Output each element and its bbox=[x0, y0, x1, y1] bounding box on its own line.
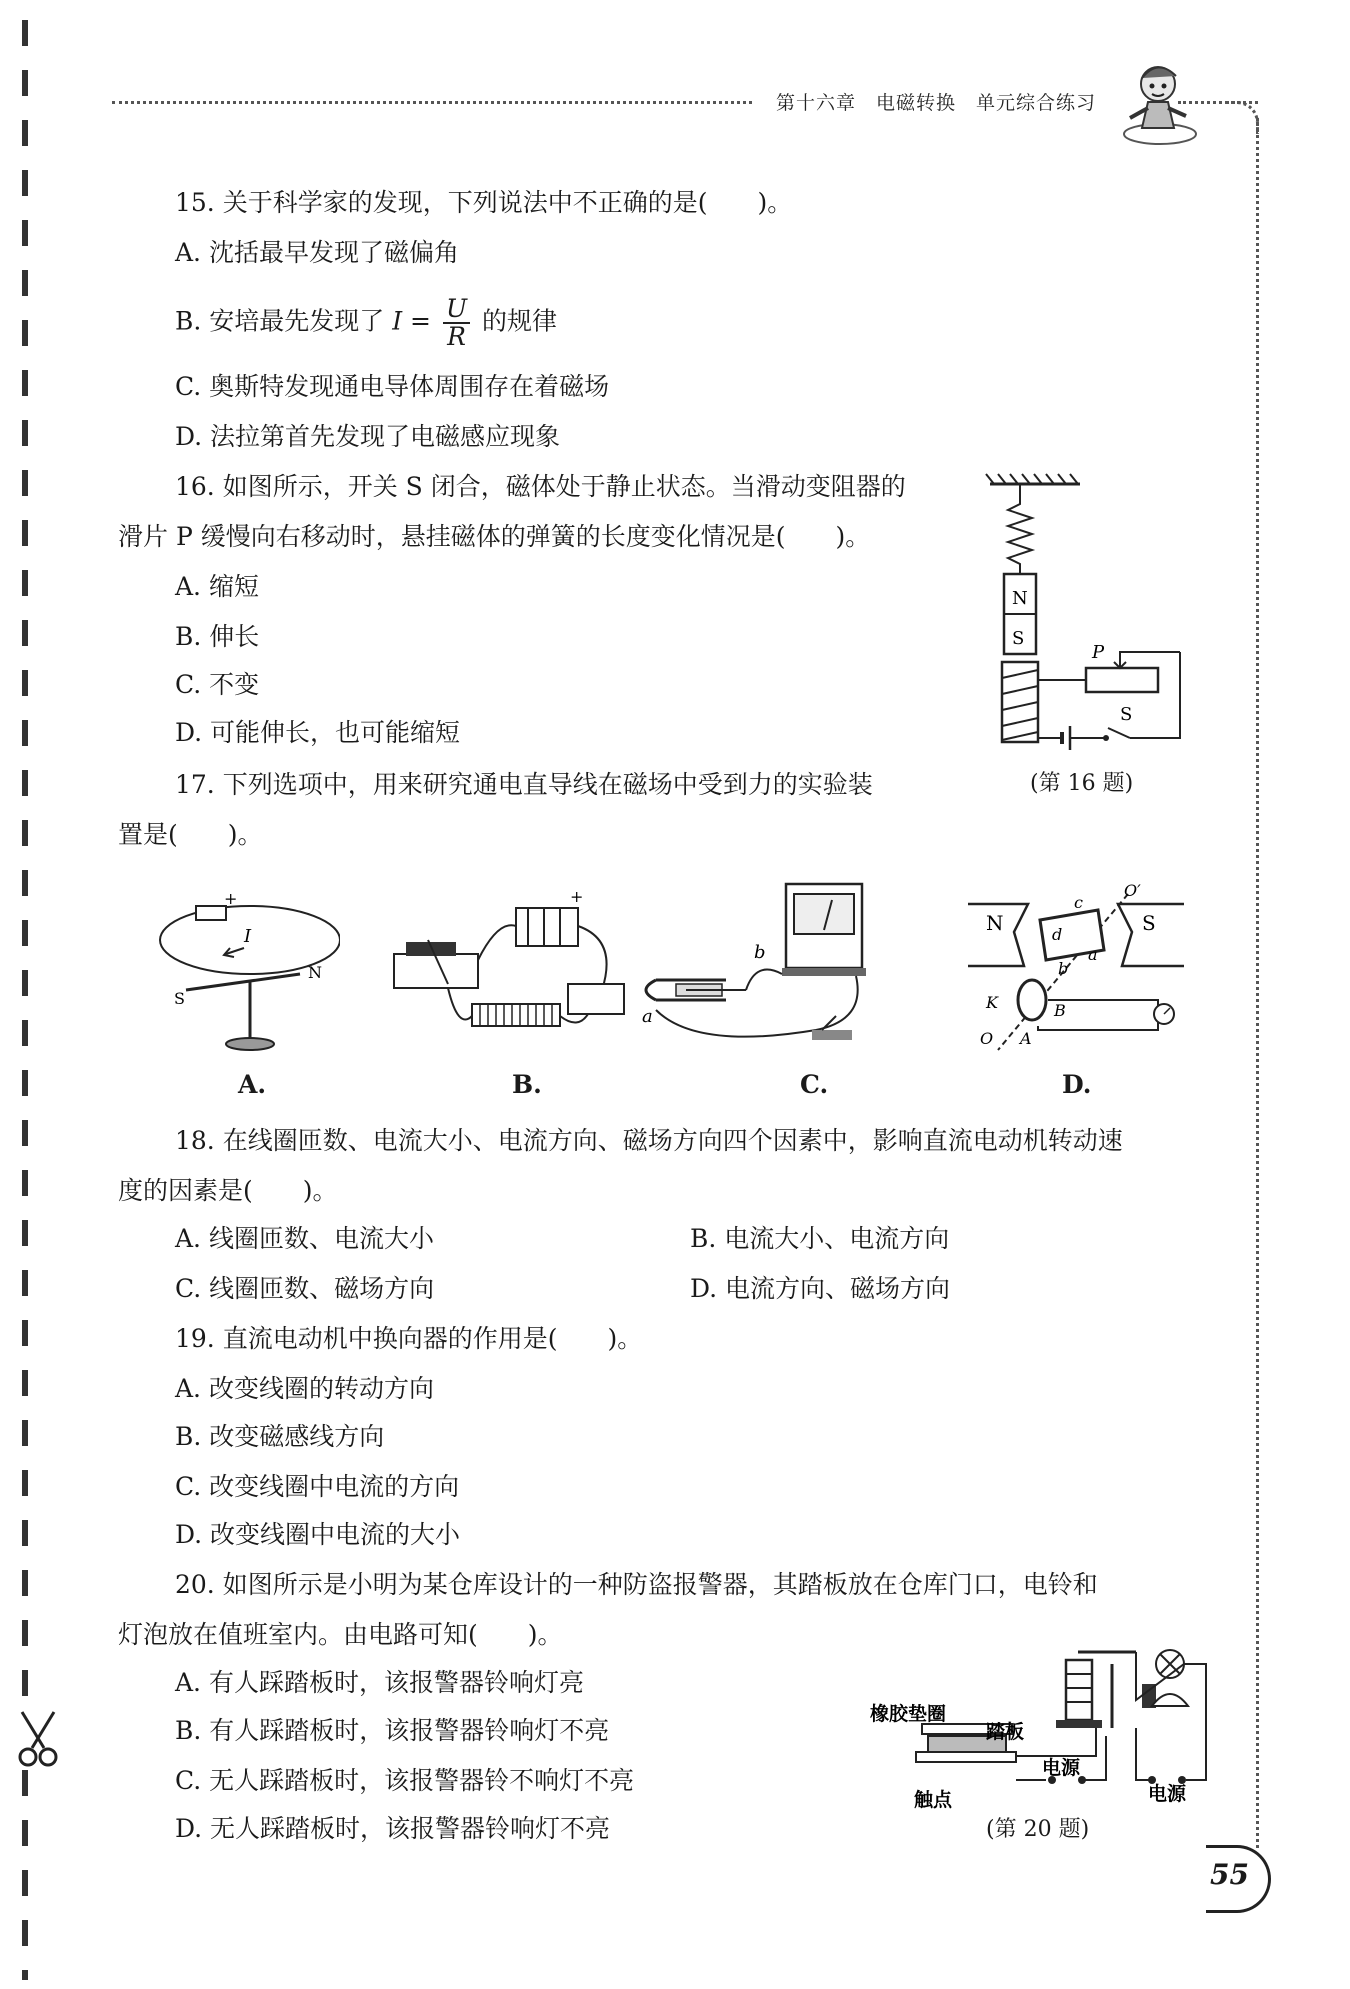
q20-power2-label: 电源 bbox=[1148, 1783, 1187, 1805]
q15-option-b bbox=[175, 296, 557, 350]
q16-magnet-n: N bbox=[1012, 588, 1028, 609]
q17-c-a: a bbox=[642, 1006, 653, 1027]
q17-stem-line1: 17. 下列选项中，用来研究通电直导线在磁场中受到力的实验装 bbox=[175, 770, 873, 799]
q18-option-c: C. 线圈匝数、磁场方向 bbox=[175, 1274, 435, 1303]
q15-option-a: A. 沈括最早发现了磁偏角 bbox=[175, 238, 459, 267]
q17-d-b: b bbox=[1058, 959, 1069, 978]
q20-caption: (第 20 题) bbox=[986, 1817, 1090, 1842]
cut-line bbox=[22, 20, 28, 1980]
q17-d-brush-b: B bbox=[1054, 1001, 1066, 1020]
q17-d-brush-a: A bbox=[1020, 1029, 1032, 1048]
q17-a-s: S bbox=[174, 989, 185, 1008]
q15-stem: 15. 关于科学家的发现，下列说法中不正确的是( )。 bbox=[175, 188, 793, 217]
q20-stem-line1: 20. 如图所示是小明为某仓库设计的一种防盗报警器，其踏板放在仓库门口，电铃和 bbox=[175, 1570, 1098, 1599]
q15-b-denominator: R bbox=[447, 322, 466, 351]
q16-option-d: D. 可能伸长，也可能缩短 bbox=[175, 718, 461, 747]
chapter-header: 第十六章 电磁转换 单元综合练习 bbox=[776, 92, 1097, 114]
q17-figure-c bbox=[636, 870, 886, 1060]
q17-option-d-label: D. bbox=[1062, 1070, 1092, 1099]
q17-figure-a bbox=[150, 890, 340, 1070]
q17-d-d: d bbox=[1052, 925, 1063, 944]
q20-pedal-label: 踏板 bbox=[986, 1721, 1025, 1743]
q20-contact-label: 触点 bbox=[914, 1789, 953, 1811]
q17-c-b: b bbox=[754, 942, 766, 963]
q18-stem-line2: 度的因素是( )。 bbox=[118, 1176, 338, 1205]
q18-option-b: B. 电流大小、电流方向 bbox=[690, 1224, 950, 1253]
q20-stem-line2: 灯泡放在值班室内。由电路可知( )。 bbox=[118, 1620, 563, 1649]
q15-option-d: D. 法拉第首先发现了电磁感应现象 bbox=[175, 422, 561, 451]
q20-option-d: D. 无人踩踏板时，该报警器铃响灯不亮 bbox=[175, 1814, 611, 1843]
q15-b-fraction bbox=[443, 296, 470, 350]
q16-circuit-figure bbox=[980, 470, 1210, 760]
q18-option-a: A. 线圈匝数、电流大小 bbox=[175, 1224, 434, 1253]
q17-a-n: N bbox=[308, 963, 322, 982]
q17-d-s: S bbox=[1142, 911, 1156, 935]
q17-d-a: a bbox=[1088, 945, 1098, 964]
q17-d-o: O bbox=[980, 1029, 994, 1048]
header-divider bbox=[112, 101, 752, 104]
q15-b-numerator: U bbox=[443, 296, 470, 324]
q16-stem-line2: 滑片 P 缓慢向右移动时，悬挂磁体的弹簧的长度变化情况是( )。 bbox=[118, 522, 871, 551]
q20-option-a: A. 有人踩踏板时，该报警器铃响灯亮 bbox=[175, 1668, 584, 1697]
q17-a-plus: + bbox=[224, 890, 238, 908]
q17-figure-b bbox=[388, 880, 638, 1050]
q16-magnet-s: S bbox=[1012, 628, 1025, 649]
border-corner bbox=[1226, 101, 1259, 134]
q17-figure-d bbox=[958, 880, 1188, 1060]
q20-power1-label: 电源 bbox=[1042, 1757, 1081, 1779]
q17-option-c-label: C. bbox=[800, 1070, 829, 1099]
q15-b-formula-lhs: I = bbox=[392, 306, 432, 336]
q16-option-a: A. 缩短 bbox=[175, 572, 259, 601]
q15-b-suffix: 的规律 bbox=[482, 306, 558, 336]
q18-stem-line1: 18. 在线圈匝数、电流大小、电流方向、磁场方向四个因素中，影响直流电动机转动速 bbox=[175, 1126, 1123, 1155]
right-border bbox=[1256, 118, 1259, 1848]
q19-option-b: B. 改变磁感线方向 bbox=[175, 1422, 385, 1451]
q16-option-c: C. 不变 bbox=[175, 670, 260, 699]
q17-d-k: K bbox=[986, 993, 998, 1012]
q17-option-a-label: A. bbox=[238, 1070, 267, 1099]
q16-stem-line1: 16. 如图所示，开关 S 闭合，磁体处于静止状态。当滑动变阻器的 bbox=[175, 472, 906, 501]
q16-switch-label: S bbox=[1120, 704, 1133, 725]
q16-caption: (第 16 题) bbox=[1030, 771, 1134, 796]
q19-option-a: A. 改变线圈的转动方向 bbox=[175, 1374, 434, 1403]
page-number: 55 bbox=[1210, 1858, 1249, 1891]
q15-option-c: C. 奥斯特发现通电导体周围存在着磁场 bbox=[175, 372, 610, 401]
q17-a-current: I bbox=[244, 926, 252, 947]
q20-alarm-circuit-figure bbox=[866, 1640, 1216, 1820]
q15-b-prefix: B. 安培最先发现了 bbox=[175, 306, 385, 336]
q19-option-d: D. 改变线圈中电流的大小 bbox=[175, 1520, 461, 1549]
q16-slider-p: P bbox=[1092, 642, 1105, 663]
q17-d-c: c bbox=[1074, 893, 1083, 912]
q17-stem-line2: 置是( )。 bbox=[118, 820, 263, 849]
q20-option-b: B. 有人踩踏板时，该报警器铃响灯不亮 bbox=[175, 1716, 610, 1745]
q17-d-o-prime: O′ bbox=[1124, 881, 1141, 900]
q17-d-n: N bbox=[986, 911, 1004, 935]
scissors-icon bbox=[14, 1710, 62, 1770]
q17-b-plus: + bbox=[570, 887, 584, 906]
q16-option-b: B. 伸长 bbox=[175, 622, 260, 651]
q18-option-d: D. 电流方向、磁场方向 bbox=[690, 1274, 951, 1303]
q19-option-c: C. 改变线圈中电流的方向 bbox=[175, 1472, 460, 1501]
q17-option-b-label: B. bbox=[512, 1070, 542, 1099]
q19-stem: 19. 直流电动机中换向器的作用是( )。 bbox=[175, 1324, 643, 1353]
q20-rubber-label: 橡胶垫圈 bbox=[870, 1703, 947, 1725]
q20-option-c: C. 无人踩踏板时，该报警器铃不响灯不亮 bbox=[175, 1766, 635, 1795]
